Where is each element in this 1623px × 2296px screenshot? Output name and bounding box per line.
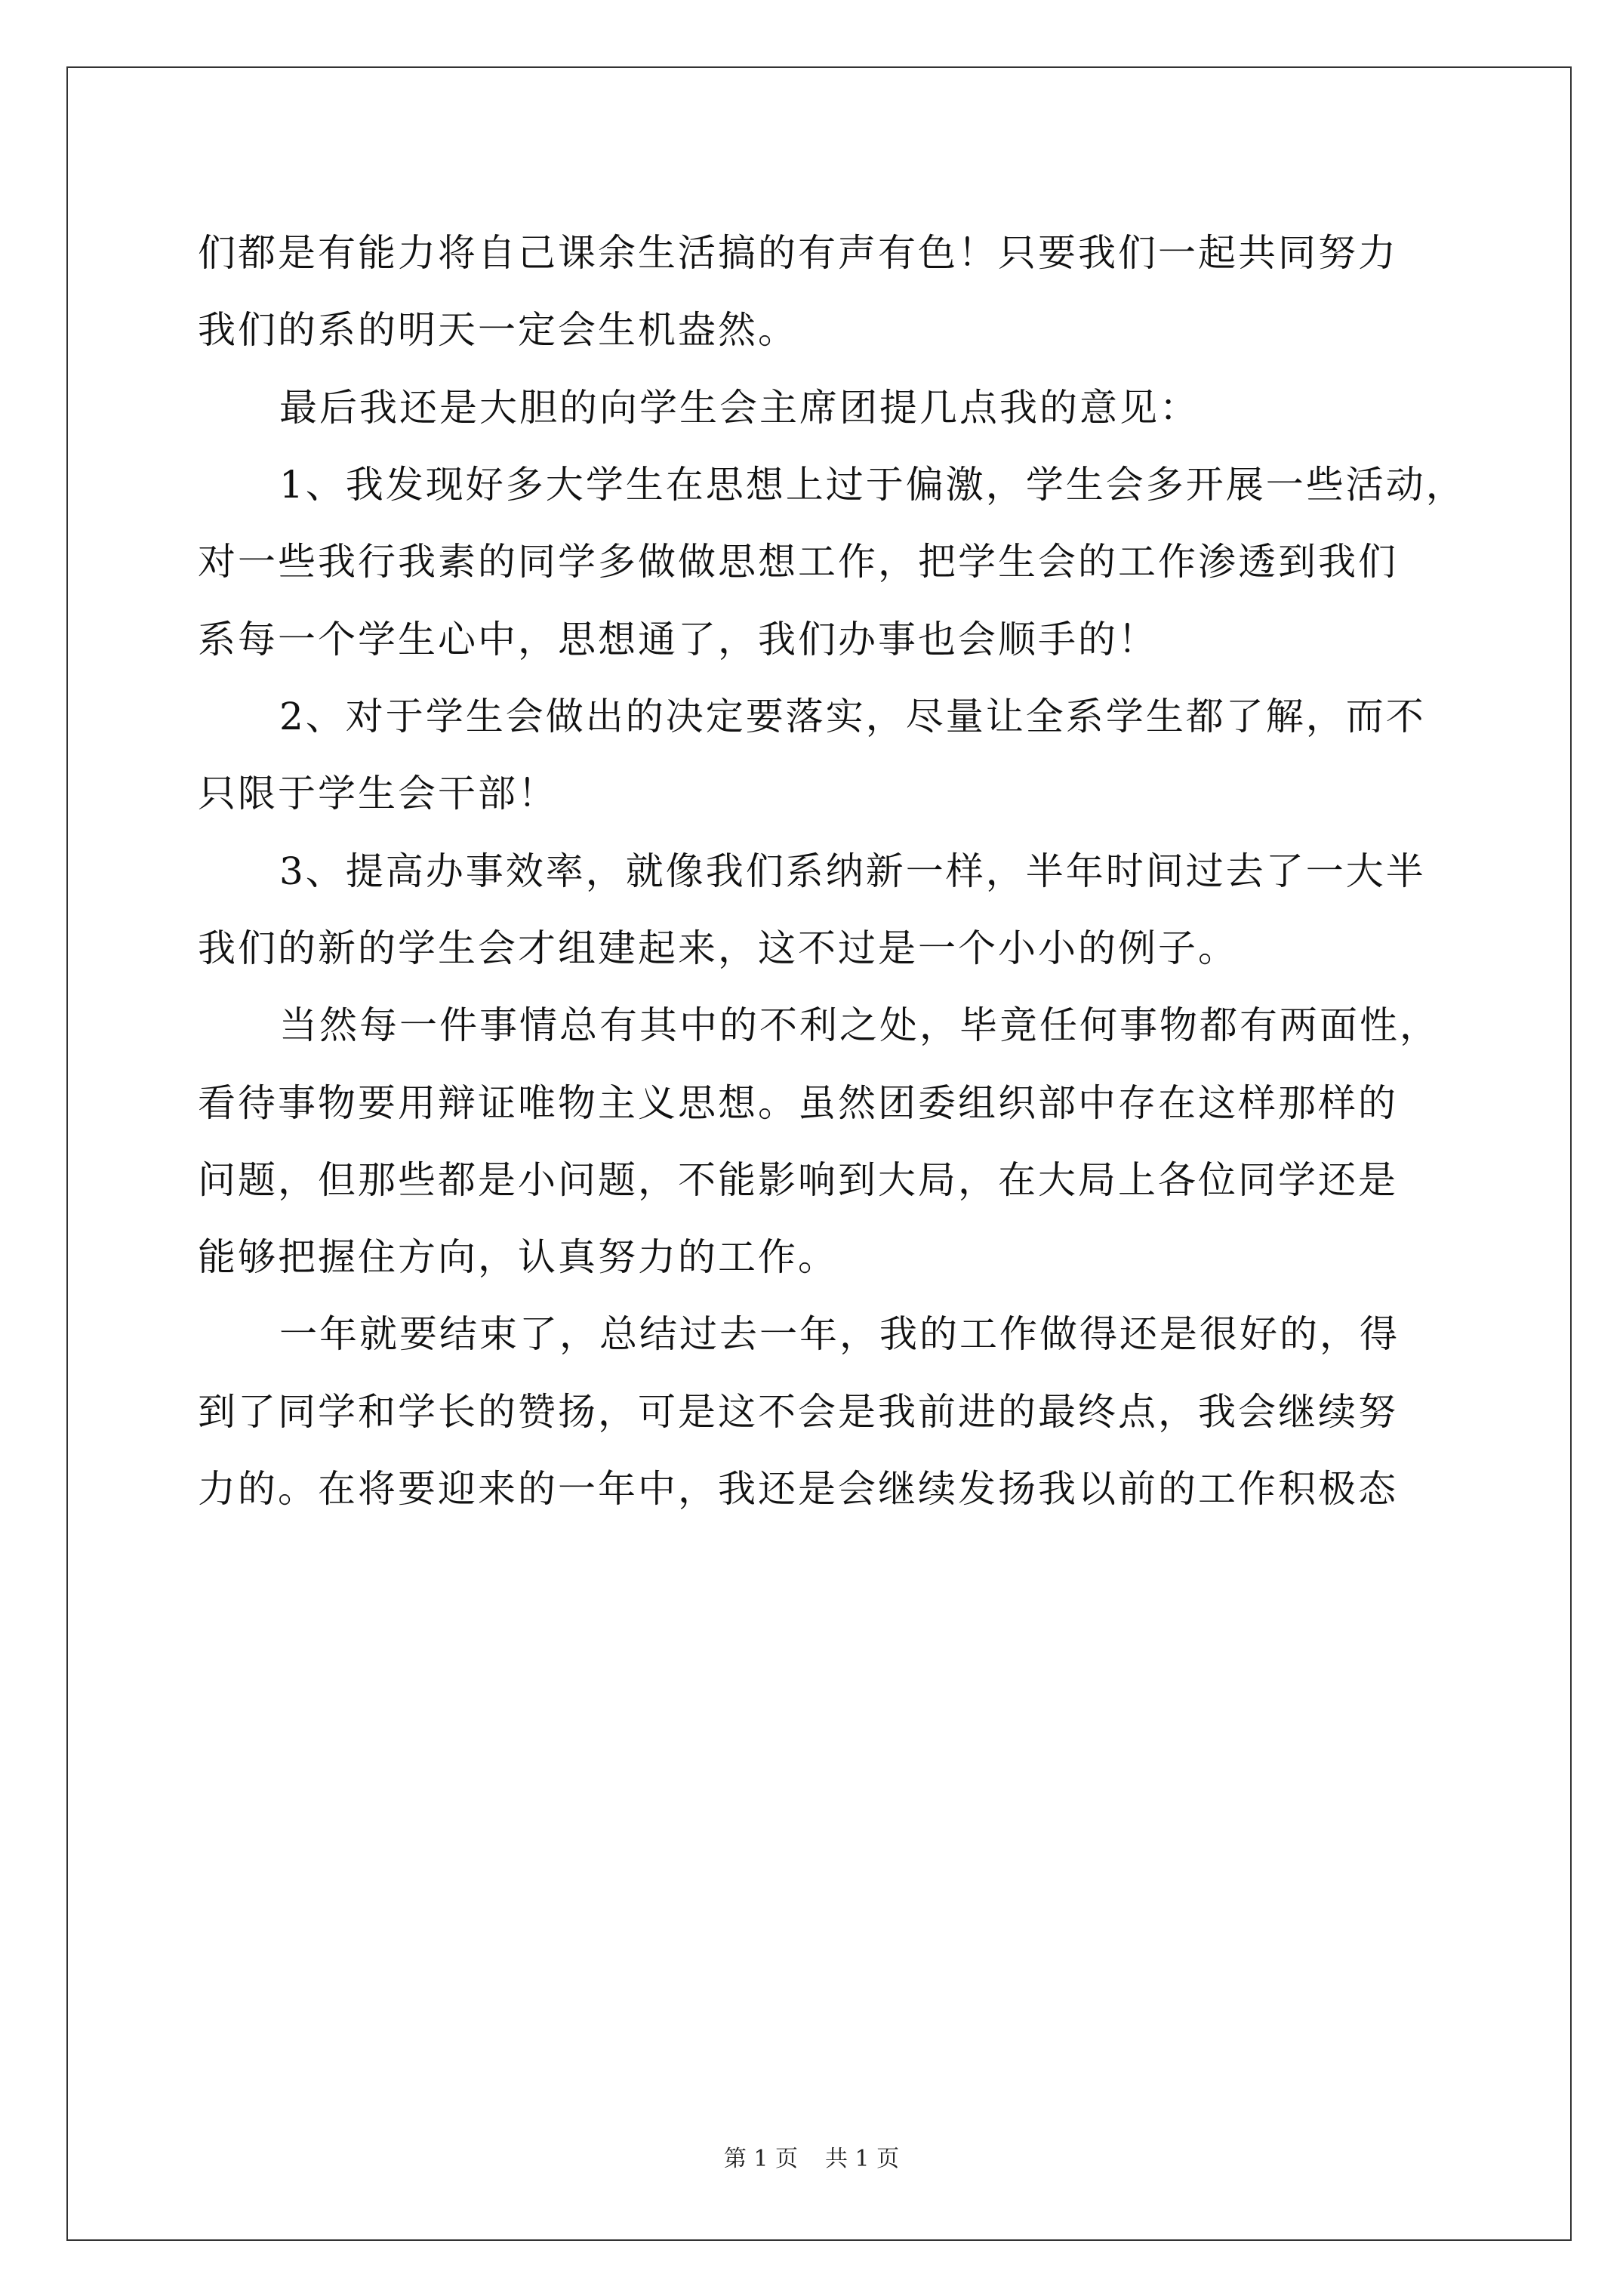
text-line: 只限于学生会干部！ — [198, 772, 558, 815]
paragraph-start: 当然每一件事情总有其中的不利之处，毕竟任何事物都有两面性， — [279, 1003, 1440, 1047]
paragraph-start: 1、我发现好多大学生在思想上过于偏激，学生会多开展一些活动， — [279, 463, 1466, 507]
text-line: 能够把握住方向，认真努力的工作。 — [198, 1235, 838, 1279]
text-line: 到了同学和学长的赞扬，可是这不会是我前进的最终点，我会继续努 — [198, 1390, 1398, 1434]
text-line: 看待事物要用辩证唯物主义思想。虽然团委组织部中存在这样那样的 — [198, 1081, 1398, 1125]
text-line: 们都是有能力将自己课余生活搞的有声有色！只要我们一起共同努力 — [198, 231, 1398, 275]
page-footer — [0, 2144, 1623, 2174]
page-number-total: 共 1 页 — [825, 2146, 900, 2172]
text-line: 我们的新的学生会才组建起来，这不过是一个小小的例子。 — [198, 926, 1238, 970]
text-line: 问题，但那些都是小问题，不能影响到大局，在大局上各位同学还是 — [198, 1158, 1398, 1202]
paragraph-start: 一年就要结束了，总结过去一年，我的工作做得还是很好的，得 — [279, 1312, 1400, 1356]
text-line: 我们的系的明天一定会生机盎然。 — [198, 308, 798, 352]
text-line: 系每一个学生心中，思想通了，我们办事也会顺手的！ — [198, 618, 1158, 661]
page-number-current: 第 1 页 — [723, 2146, 798, 2172]
text-line: 对一些我行我素的同学多做做思想工作，把学生会的工作渗透到我们 — [198, 540, 1398, 584]
paragraph-start: 2、对于学生会做出的决定要落实，尽量让全系学生都了解，而不 — [279, 695, 1426, 738]
paragraph-start: 最后我还是大胆的向学生会主席团提几点我的意见： — [279, 386, 1200, 430]
paragraph-start: 3、提高办事效率，就像我们系纳新一样，半年时间过去了一大半 — [279, 849, 1426, 893]
text-line: 力的。在将要迎来的一年中，我还是会继续发扬我以前的工作积极态 — [198, 1467, 1398, 1511]
